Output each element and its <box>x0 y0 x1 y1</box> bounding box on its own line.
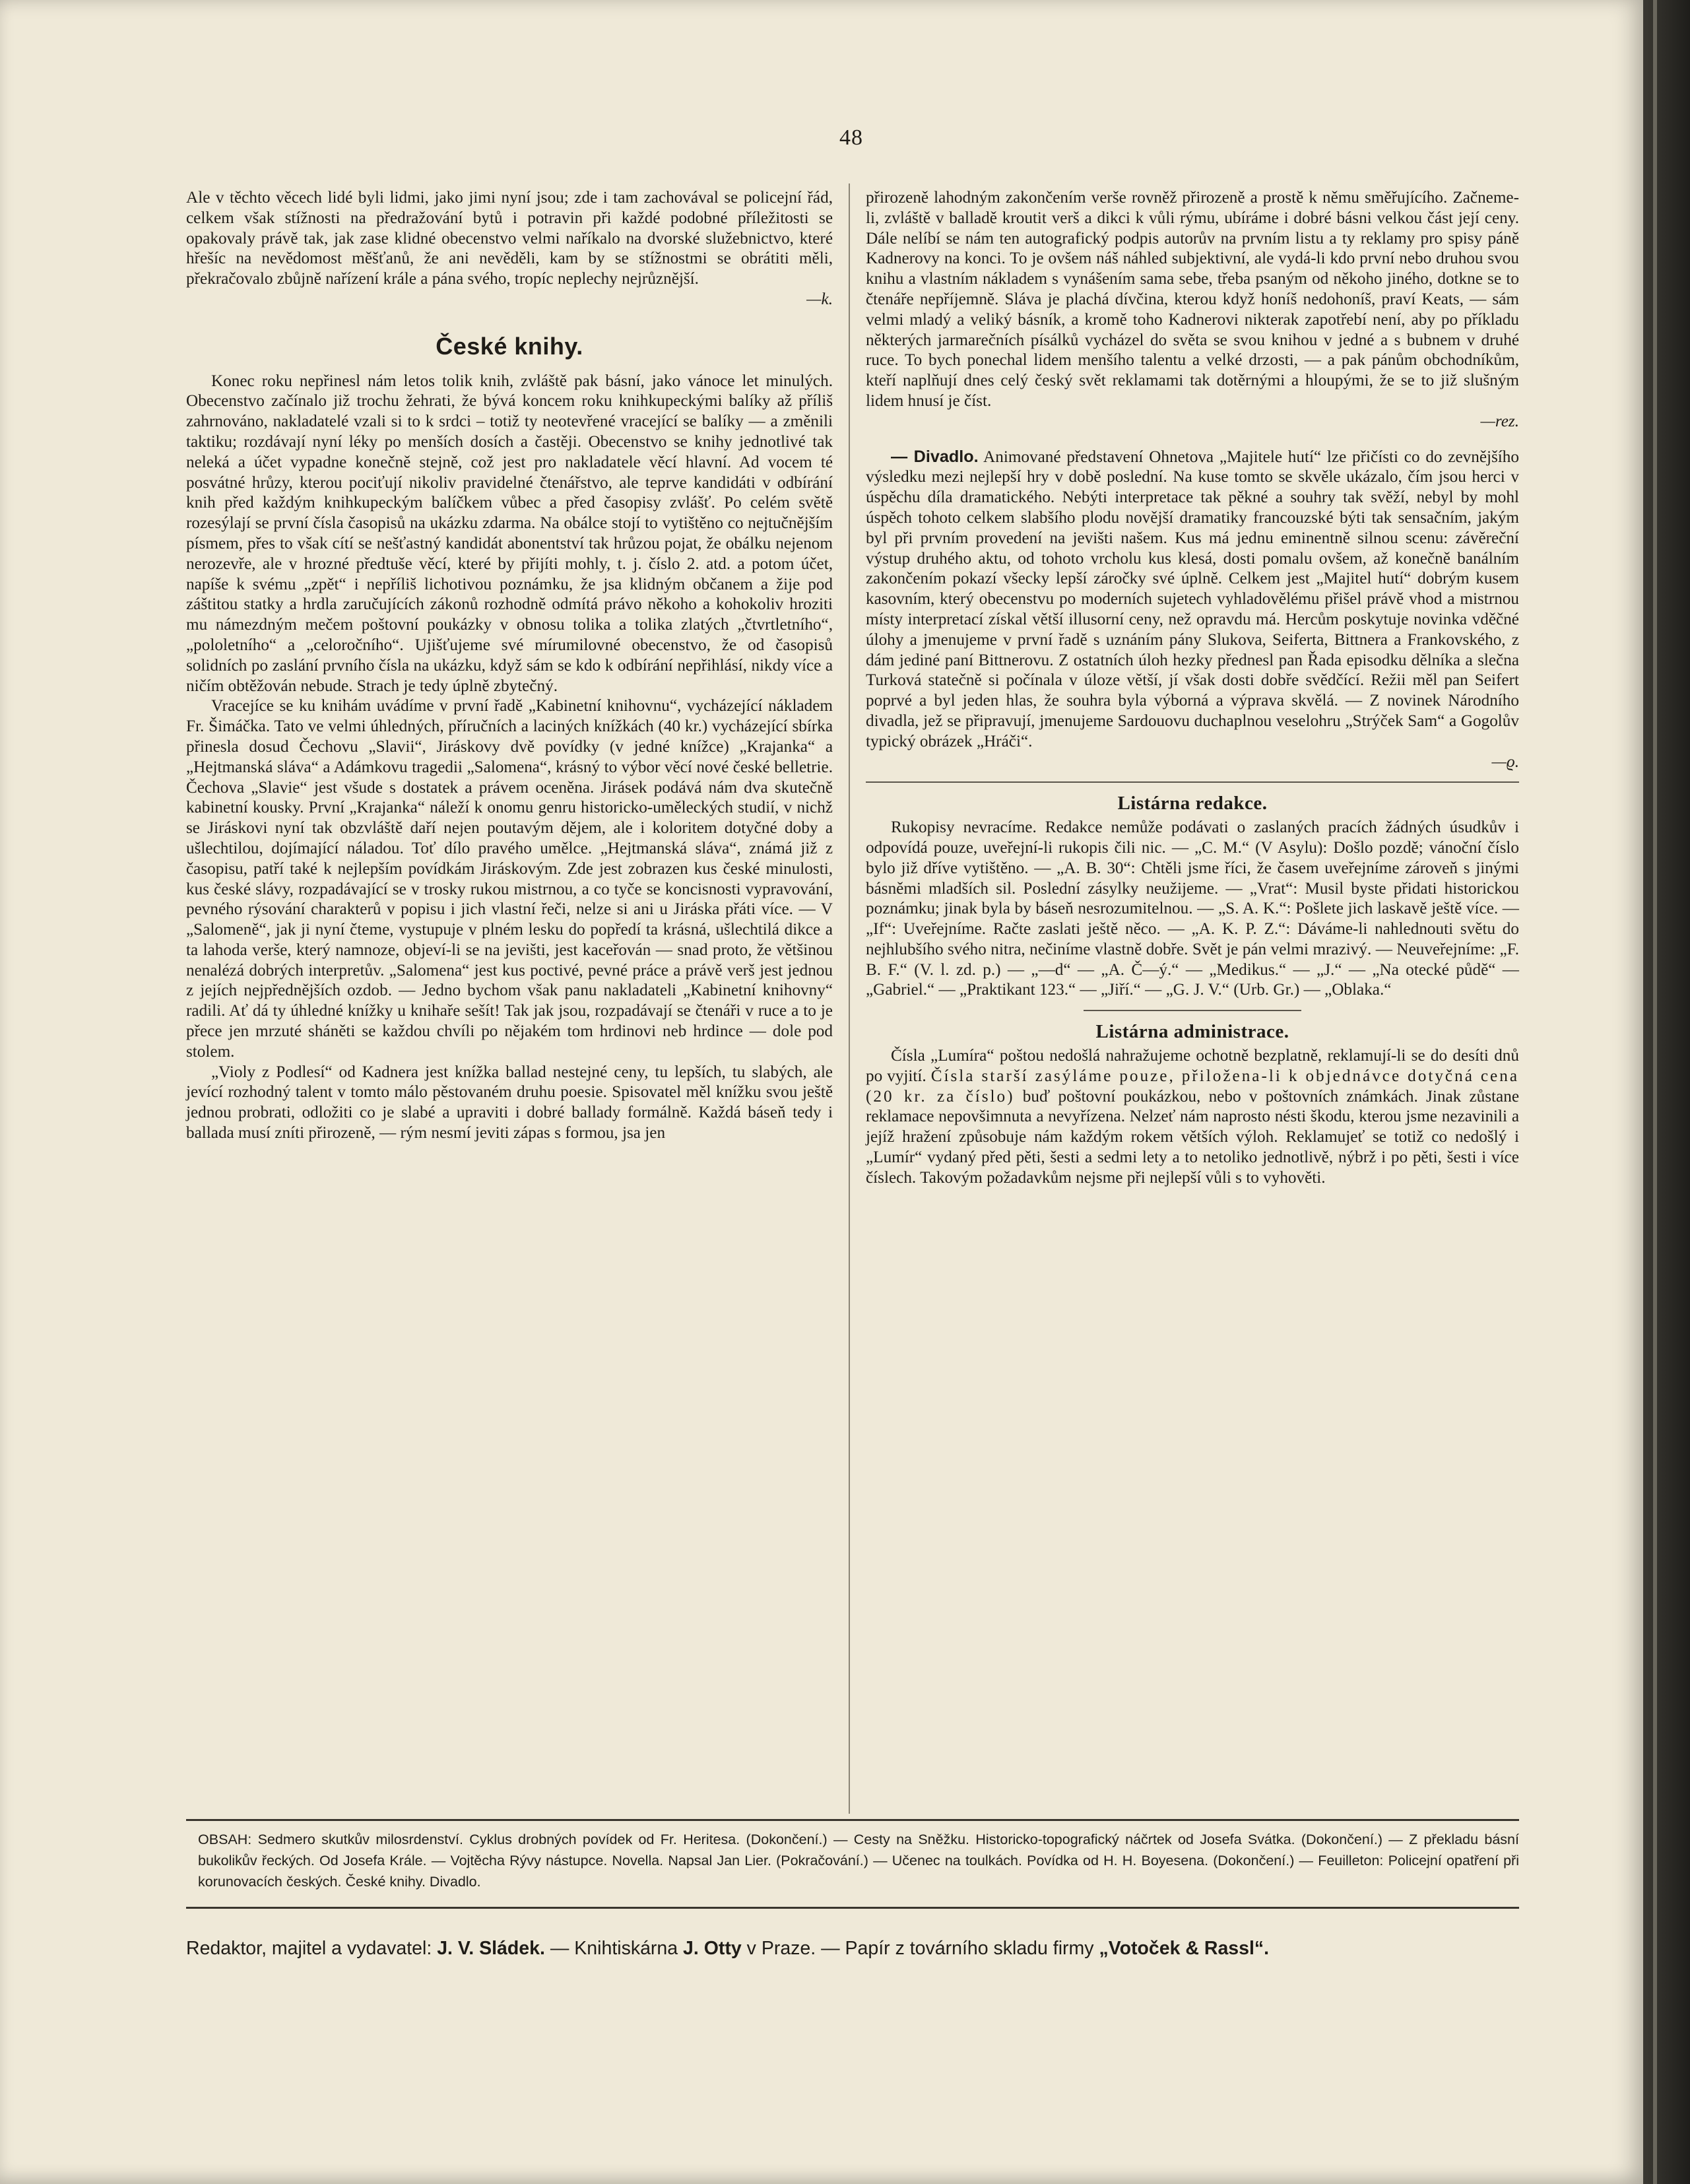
divadlo-text: Animované představení Ohnetova „Majitele hutí“ lze přičísti co do zevnějšího výsledku mezi nejlepší hry v době poslední. Na kuse tomto se skvěle ukázalo, čím jsou herci v úspěchu díla dramatického. Nebýti interpretace tak pěkné a souhry tak svěží, nebyl by mohl úspěch tohoto celkem slabšího plodu novější dramatiky francouzské býti tak sensačním, jakým byl při prvním provedení na jevišti našem. Kus má jednu eminentně silnou scenu: závěreční výstup druhého aktu, od tohoto vrcholu kus klesá, dosti pomalu ovšem, až konečně banálním zakončením pokazí všecky lepší záročky své úplně. Celkem jest „Majitel hutí“ dobrým kusem kasovním, který obecenstvu po moderních sujetech vyhladovělému přišel právě vhod a mistrnou místy interpretací získal větší illusorní ceny, než opravdu má. Hercům poskytuje novinka vděčné úlohy a jmenujeme v první řadě s uznáním pány Slukova, Seiferta, Bittnera a Frankovského, z dám jediné paní Bittnerovu. Z ostatních úloh hezky přednesl pan Řada episodku dělníka a slečna Turková statečně si počínala v úloze větší, jí však dosti dobře svědčící. Režii měl pan Seifert poprvé a byl jeden hlas, že souhra byla výborná a výprava skvělá. — Z novinek Národního divadla, jež se připravují, jmenujeme Sardouovu duchaplnou veselohru „Strýček Sam“ a Gogolův typický obrázek „Hráči“. <box>866 447 1519 750</box>
listarna-administrace-text <box>866 1046 1519 1189</box>
left-column <box>186 188 833 1144</box>
imprint-mid2: v Praze. — Papír z továrního skladu firmy <box>746 1938 1094 1959</box>
article-paragraph-3: „Violy z Podlesí“ od Kadnera jest knížka ballad nestejné ceny, tu lepších, tu slabých, ale jevící rozhodný talent v tomto málo pěstovaném druhu poesie. Spisovatel měl knížku svou ještě jednou probrati, odložiti co je slabé a upraviti i dobré ballady formálně. Každá báseň tedy i ballada musí zníti přirozeně, — rým nesmí jeviti zápas s formou, jsa jen <box>186 1063 833 1142</box>
contents-box <box>186 1819 1519 1909</box>
continuation-signature: —rez. <box>1480 412 1519 430</box>
listarna-redakce-text: Rukopisy nevracíme. Redakce nemůže podávati o zaslaných pracích žádných úsudkův i odpovídá pouze, uveřejní-li rukopis čili nic. — „C. M.“ (V Asylu): Došlo pozdě; vánoční číslo bylo již dříve vytištěno. — „A. B. 30“: Chtěli jsme říci, že časem uveřejníme zároveň s jinými básněmi mladších sil. Poslední zásylky neužijeme. — „Vrat“: Musil byste přidati historickou poznámku; jinak byla by báseň nesrozumitelnou. — „S. A. K.“: Pošlete jich laskavě ještě více. — „If“: Uveřejníme. Račte zaslati ještě něco. — „A. K. P. Z.“: Dáváme-li nahlednouti světu do nejhlubšího svého nitra, nečiníme vlastně dobře. Svět je pán velmi mrazivý. — Neuveřejníme: „F. B. F.“ (V. l. zd. p.) — „—d“ — „A. Č—ý.“ — „Medikus.“ — „J.“ — „Na otecké půdě“ — „Gabriel.“ — „Praktikant 123.“ — „Jiří.“ — „G. J. V.“ (Urb. Gr.) — „Oblaka.“ <box>866 818 1519 999</box>
contents-body: Sedmero skutkův milosrdenství. Cyklus drobných povídek od Fr. Heritesa. (Dokončení.) — Cesty na Sněžku. Historicko-topografický náčrtek od Josefa Svátka. (Dokončení.) — Z překladu básní bukolikův řeckých. Od Josefa Krále. — Vojtěcha Rývy nástupce. Novella. Napsal Jan Lier. (Pokračování.) — Učenec na toulkách. Povídka od H. H. Boyesena. (Dokončení.) — Feuilleton: Policejní opatření při korunovacích českých. České knihy. Divadlo. <box>198 1832 1519 1890</box>
divadlo-label: — Divadlo. <box>891 447 979 466</box>
divider-rule-short <box>1084 1010 1301 1011</box>
intro-signature: —k. <box>806 290 833 308</box>
imprint-paper-firm: „Votoček & Rassl“. <box>1099 1938 1270 1959</box>
listarna-administrace-title: Listárna administrace. <box>1095 1021 1289 1043</box>
article-paragraph-1: Konec roku nepřinesl nám letos tolik knih, zvláště pak básní, jako vánoce let minulých. Obecenstvo začínalo již trochu žehrati, že bývá koncem roku knihkupeckými balíky až příliš zahrnováno, nakladatelé vzali si to k srdci – totiž ty neotevřené vracející se balíky — a změnili taktiku; rozdávají nyní léky po menších dosích a častěji. Obecenstvo se knihy jednotlivé tak neleká a účet vypadne konečně stejně, což jest pro nakladatele věcí hlavní. Ad vocem té posvátné hrůzy, kterou pociťují nikoliv pravidelné čtenářstvo, ale teprve kandidáti v odbírání knih před každým knihkupeckým balíčkem vůbec a před časopisy zvlášť. Po celém světě rozesýlají se první čísla časopisů na ukázku zdarma. Na obálce stojí to vytištěno co nejtučnějším písmem, přes to však cítí se nešťastný kandidát abonentství tak hrůzou pojat, že obálku nejenom nerozevře, ale v hrozné předtuše věcí, které by přijíti mohly, t. j. číslo 2. atd. a potom účet, napíše k svému „zpět“ i nepříliš lichotivou poznámku, že jsa klidným občanem a žije pod záštitou statky a hrdla zaručujících zákonů rozhodně odmítá právo někoho a kohokoliv hroziti mu námezdným mečem poštovní poukázky v obnosu tolika a tolika zlatých „čtvrtletního“, „pololetního“ a „celoročního“. Ujišťujeme své mírumilovné obecenstvo, že od časopisů solidních po zaslání prvního čísla na ukázku, když sám se kdo k odbírání nepřihlásí, nikdy více a ničím obtěžován nebude. Strach je tedy úplně zbytečný. <box>186 372 833 695</box>
article-continuation <box>866 188 1519 432</box>
imprint-line <box>186 1938 1519 1960</box>
right-column <box>866 188 1519 1189</box>
divadlo-signature: —ϱ. <box>1491 752 1519 771</box>
divadlo-paragraph <box>866 447 1519 773</box>
imprint-mid: — Knihtiskárna <box>550 1938 678 1959</box>
imprint-printer: J. Otty <box>683 1938 742 1959</box>
page-edge-shadow <box>1643 0 1690 2184</box>
administrace-text-b: Čísla starší zasýláme pouze, přiložena-li k objednávce dotyčná cena (20 kr. za číslo) <box>866 1067 1520 1106</box>
intro-paragraph <box>186 188 833 310</box>
contents-rule-top <box>186 1819 1519 1821</box>
divider-rule <box>866 781 1519 783</box>
administrace-text-c: buď poštovní poukázkou, nebo v poštovních známkách. Jinak zůstane reklamace nepovšimnuta a nevyřízena. Nelzeť nám naprosto nésti škodu, kterou jsme nezavinili a jejíž hražení způsobuje nám každým rokem větších výloh. Reklamujeť se totiž co nedošlý i „Lumír“ vydaný před pěti, šesti a sedmi lety a to netoliko jednotlivě, nýbrž i po pěti, šesti i více číslech. Takovým požadavkům nejsme při nejlepší vůli s to vyhověti. <box>866 1087 1519 1187</box>
administrace-text-a: Čísla „Lumíra“ poštou nedošlá nahražujeme ochotně bezplatně, reklamují-li se do desíti dnů po vyjití. <box>866 1047 1519 1085</box>
section-title-ceske-knihy: České knihy. <box>436 332 583 360</box>
article-paragraph-2: Vracejíce se ku knihám uvádíme v první řadě „Kabinetní knihovnu“, vycházející nákladem Fr. Šimáčka. Tato ve velmi úhledných, příručních a laciných knížkách (40 kr.) vycházející sbírka přinesla dosud Čechovu „Slavii“, Jiráskovy dvě povídky (v jedné knížce) „Krajanka“ a „Hejtmanská sláva“ a Adámkovu tragedii „Salomena“, krásný to výbor věcí nové české belletrie. Čechova „Slavie“ jest všude s dostatek a právem oceněna. Jirásek podává nám dva skutečně kabinetní kousky. První „Krajanka“ náleží k onomu genru historicko-uměleckých studií, v nichž se Jiráskovi nyní tak obzvláště daří nejen poutavým dějem, ale i koloritem dotyčné doby a ušlechtilou, dojímající náladou. Toť dílo pravého umělce. „Hejtmanská sláva“, známá již z časopisu, patří také k nejlepším povídkám Jiráskovým. Zde jest zobrazen kus české minulosti, kus české slávy, rozpadávající se v trosky rukou mistrnou, a co tyče se koncisnosti vypravování, pevného rýsování charakterů v popisu i jich vlastní řeči, nelze si ani u Jiráska přáti více. — V „Salomeně“, jak ji nyní čteme, vystupuje v plném lesku do popředí ta krásná, ušlechtilá dikce a ta lahoda verše, který namnoze, objeví-li se na jevišti, jest kaceřován — snad proto, že většinou nenalézá dobrých interpretův. „Salomena“ jest kus poctivé, pevné práce a právě verš jest jednou z jejích nejpřednějších ozdob. — Jedno bychom však panu nakladateli „Kabinetní knihovny“ radili. Ať dá ty úhledné knížky u knihaře sešít! Tak jak jsou, rozpadávají se čtenáři v ruce a to je přece jen mrzuté sháněti se každou chvíli po nějakém tom hrdinovi neb hrdince — dole pod stolem. <box>186 697 833 1061</box>
imprint-prefix: Redaktor, majitel a vydavatel: <box>186 1938 432 1959</box>
imprint-editor: J. V. Sládek. <box>437 1938 545 1959</box>
page-number: 48 <box>839 125 863 150</box>
contents-rule-bottom <box>186 1907 1519 1909</box>
page-edge-highlight <box>1653 0 1657 2184</box>
continuation-text: přirozeně lahodným zakončením verše rovněž přirozeně a prostě k němu směřujícího. Začneme-li, zvláště v balladě kroutit verš a dikci k vůli rýmu, ubíráme i dobré básni velkou část její ceny. Dále nelíbí se nám ten autografický podpis autorův na prvním listu a ty reklamy pro spisy páně Kadnerovy na konci. To je ovšem náš náhled subjektivní, ale vydá-li kdo první nebo druhou svou knihu a vlastním nákladem s vynášením sama sebe, třeba psaným od někoho jiného, dotkne se to čtenáře nepříjemně. Sláva je plachá dívčina, kterou když honíš nedohoníš, praví Keats, — sám velmi mladý a veliký básník, a kromě toho Kadnerovi nikterak zapotřebí není, aby po příkladu některých jarmarečních písálků vycházel do světa se svou knihou v jedné a s bubnem v druhé ruce. To bych ponechal lidem menšího talentu a velké drzosti, — a pak pánům obchodníkům, kteří naplňují dnes celý český svět reklamami tak dotěrnými a hloupými, že se to již slušným lidem hnusí je číst. <box>866 189 1519 410</box>
contents-text <box>186 1829 1519 1892</box>
column-divider <box>849 183 850 1814</box>
listarna-redakce-title: Listárna redakce. <box>1117 793 1268 814</box>
intro-text: Ale v těchto věcech lidé byli lidmi, jako jimi nyní jsou; zde i tam zachovával se policejní řád, celkem však stížnosti na předražování bytů i potravin při každé podobné příležitosti se opakovaly právě tak, jak zase klidné obecenstvo velmi naříkalo na dvorské služebnictvo, které hřešíc na nevědomost měšťanů, že ani nevěděli, kam by se stížnostmi se obrátiti měli, překračovalo zbůjně nařízení krále a pána svého, tropíc neplechy nejrůznější. <box>186 189 833 288</box>
contents-label: OBSAH: <box>198 1832 252 1847</box>
